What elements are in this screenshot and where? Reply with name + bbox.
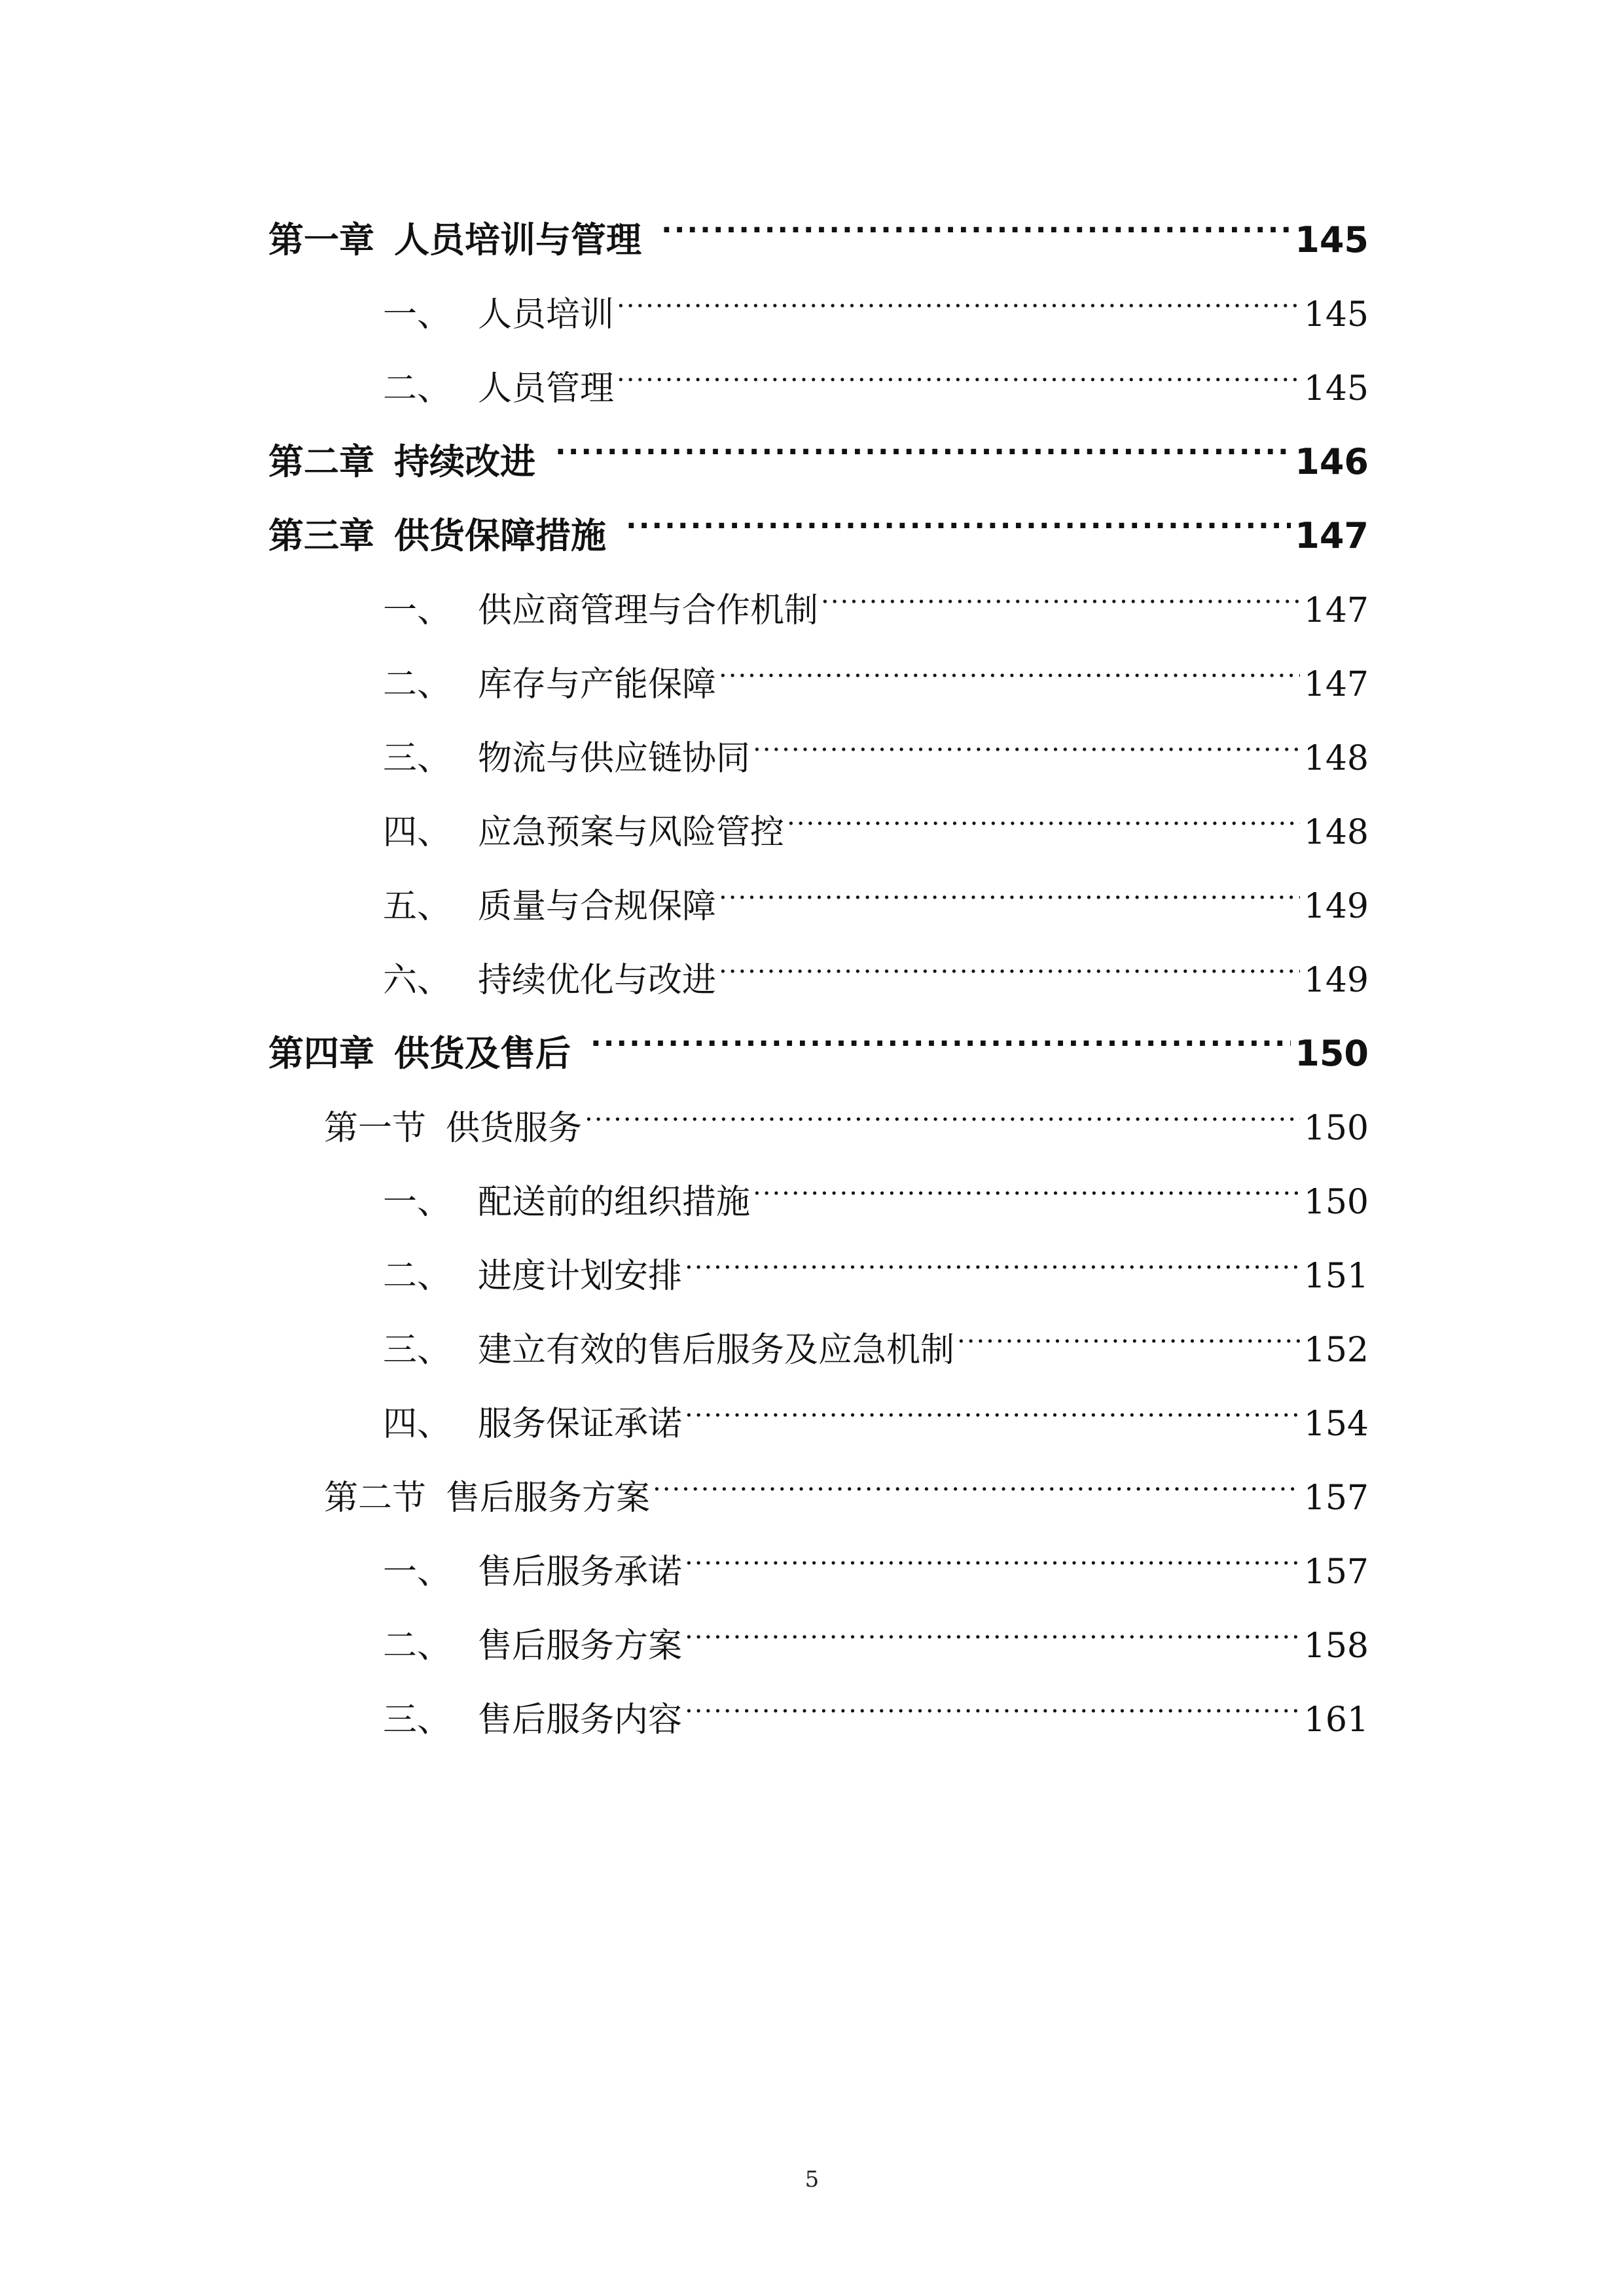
toc-entry-item[interactable]: [0, 1672, 1624, 1740]
toc-entry-page: 157: [1300, 1543, 1369, 1602]
toc-entry-item[interactable]: [0, 859, 1624, 926]
toc-entry-page: 148: [1300, 803, 1369, 862]
toc-entry-title: 物流与供应链协同: [478, 729, 753, 788]
toc-entry-item[interactable]: [0, 711, 1624, 778]
toc-dot-leader: [653, 1450, 1300, 1509]
toc-dot-leader: [590, 1007, 1291, 1066]
toc-entry-title: 售后服务方案: [446, 1469, 653, 1528]
toc-entry-number: 第二节: [324, 1469, 426, 1528]
toc-entry-title: 人员培训: [478, 285, 617, 344]
toc-dot-leader: [685, 1598, 1300, 1657]
toc-entry-number: 第三章: [268, 507, 374, 565]
toc-entry-page: 151: [1300, 1247, 1369, 1306]
toc-entry-item[interactable]: [0, 933, 1624, 1000]
toc-entry-page: 147: [1300, 581, 1369, 640]
toc-entry-item[interactable]: [0, 1524, 1624, 1592]
toc-entry-title: 售后服务承诺: [478, 1543, 685, 1602]
toc-entry-number: 三、: [383, 1691, 478, 1749]
toc-entry-item[interactable]: [0, 637, 1624, 704]
toc-entry-page: 149: [1300, 877, 1369, 936]
toc-entry-item[interactable]: [0, 1155, 1624, 1222]
toc-entry-title: 质量与合规保障: [478, 877, 719, 936]
toc-entry-title: 人员培训与管理: [394, 211, 661, 270]
toc-dot-leader: [685, 1672, 1300, 1731]
toc-entry-number: 第一节: [324, 1099, 426, 1158]
toc-entry-page: 152: [1300, 1321, 1369, 1380]
toc-entry-title: 供应商管理与合作机制: [478, 581, 821, 640]
toc-dot-leader: [957, 1302, 1300, 1361]
toc-entry-title: 售后服务方案: [478, 1617, 685, 1676]
toc-entry-title: 供货服务: [446, 1099, 585, 1158]
toc-entry-title: 供货及售后: [394, 1024, 590, 1083]
page-number: 5: [804, 2166, 820, 2193]
toc-entry-number: 第一章: [268, 211, 374, 270]
toc-entry-item[interactable]: [0, 785, 1624, 852]
toc-entry-chapter-1[interactable]: [0, 193, 1624, 260]
toc-entry-title: 持续改进: [394, 433, 555, 492]
toc-dot-leader: [661, 193, 1291, 252]
toc-entry-number: 一、: [383, 1543, 478, 1602]
toc-entry-title: 建立有效的售后服务及应急机制: [478, 1321, 957, 1380]
toc-entry-page: 147: [1300, 655, 1369, 714]
toc-dot-leader: [617, 267, 1300, 326]
toc-entry-number: 四、: [383, 803, 478, 862]
toc-entry-chapter-4[interactable]: [0, 1007, 1624, 1074]
toc-entry-item[interactable]: [0, 1302, 1624, 1370]
toc-entry-page: 154: [1300, 1395, 1369, 1454]
toc-entry-title: 库存与产能保障: [478, 655, 719, 714]
toc-entry-page: 149: [1300, 951, 1369, 1010]
toc-entry-number: 二、: [383, 655, 478, 714]
toc-entry-title: 人员管理: [478, 359, 617, 418]
toc-entry-title: 配送前的组织措施: [478, 1173, 753, 1232]
toc-entry-title: 售后服务内容: [478, 1691, 685, 1749]
toc-entry-title: 应急预案与风险管控: [478, 803, 787, 862]
toc-entry-title: 供货保障措施: [394, 507, 626, 565]
toc-entry-item[interactable]: [0, 267, 1624, 334]
toc-entry-item[interactable]: [0, 1598, 1624, 1666]
toc-entry-page: 161: [1300, 1691, 1369, 1749]
toc-dot-leader: [685, 1376, 1300, 1435]
toc-dot-leader: [585, 1081, 1300, 1139]
toc-entry-number: 一、: [383, 581, 478, 640]
toc-entry-number: 二、: [383, 1247, 478, 1306]
toc-dot-leader: [753, 1155, 1300, 1213]
toc-dot-leader: [685, 1229, 1300, 1287]
toc-dot-leader: [626, 489, 1291, 548]
toc-entry-number: 第二章: [268, 433, 374, 492]
toc-entry-page: 145: [1300, 285, 1369, 344]
toc-dot-leader: [821, 563, 1300, 622]
toc-entry-number: 三、: [383, 729, 478, 788]
toc-entry-page: 150: [1300, 1173, 1369, 1232]
toc-entry-item[interactable]: [0, 563, 1624, 630]
toc-entry-chapter-3[interactable]: [0, 489, 1624, 556]
toc-dot-leader: [555, 415, 1291, 474]
toc-entry-number: 二、: [383, 359, 478, 418]
toc-entry-number: 二、: [383, 1617, 478, 1676]
toc-entry-item[interactable]: [0, 1376, 1624, 1444]
toc-entry-title: 进度计划安排: [478, 1247, 685, 1306]
toc-entry-item[interactable]: [0, 341, 1624, 408]
toc-entry-number: 三、: [383, 1321, 478, 1380]
toc-dot-leader: [719, 933, 1300, 992]
toc-entry-title: 持续优化与改进: [478, 951, 719, 1010]
toc-entry-number: 一、: [383, 1173, 478, 1232]
toc-entry-page: 158: [1300, 1617, 1369, 1676]
toc-entry-page: 148: [1300, 729, 1369, 788]
toc-entry-item[interactable]: [0, 1229, 1624, 1296]
toc-entry-section[interactable]: [0, 1450, 1624, 1518]
toc-entry-number: 四、: [383, 1395, 478, 1454]
toc-entry-chapter-2[interactable]: [0, 415, 1624, 482]
toc-entry-page: 150: [1291, 1024, 1369, 1083]
toc-entry-page: 145: [1291, 211, 1369, 270]
toc-entry-number: 六、: [383, 951, 478, 1010]
toc-entry-page: 145: [1300, 359, 1369, 418]
toc-entry-number: 第四章: [268, 1024, 374, 1083]
toc-entry-page: 146: [1291, 433, 1369, 492]
toc-entry-title: 服务保证承诺: [478, 1395, 685, 1454]
toc-dot-leader: [719, 637, 1300, 696]
toc-entry-page: 157: [1300, 1469, 1369, 1528]
toc-entry-number: 五、: [383, 877, 478, 936]
toc-entry-number: 一、: [383, 285, 478, 344]
toc-entry-page: 150: [1300, 1099, 1369, 1158]
toc-dot-leader: [753, 711, 1300, 770]
toc-dot-leader: [719, 859, 1300, 918]
toc-dot-leader: [685, 1524, 1300, 1583]
toc-entry-section[interactable]: [0, 1081, 1624, 1148]
toc-dot-leader: [617, 341, 1300, 400]
toc-entry-page: 147: [1291, 507, 1369, 565]
toc-dot-leader: [787, 785, 1300, 844]
